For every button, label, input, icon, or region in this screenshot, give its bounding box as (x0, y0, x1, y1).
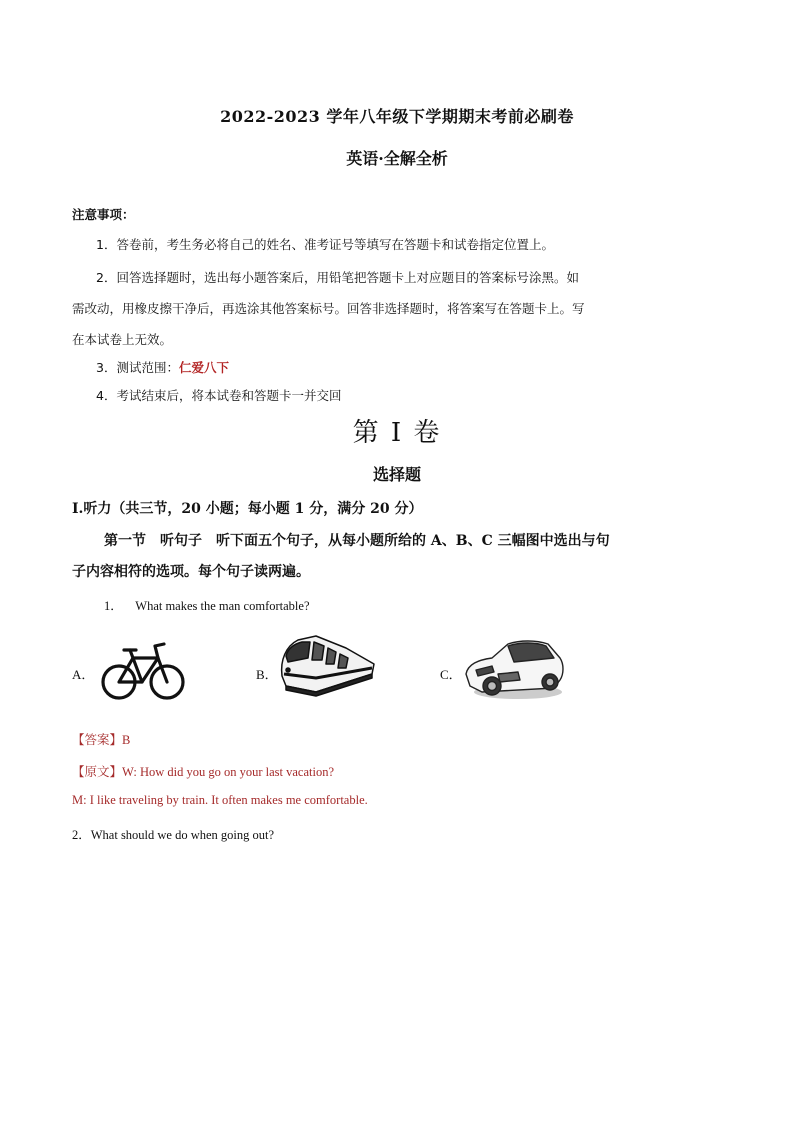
test-scope: 仁爱八下 (178, 360, 229, 375)
notice-item-2-line-2: 需改动，用橡皮擦干净后，再选涂其他答案标号。回答非选择题时，将答案写在答题卡上。写 (72, 301, 585, 316)
question-1-text: What makes the man comfortable? (135, 599, 310, 613)
train-icon (276, 634, 376, 698)
option-c-label: C． (440, 667, 462, 682)
subsection-line-1: 第一节 听句子 听下面五个句子，从每小题所给的 A、B、C 三幅图中选出与句 (104, 533, 610, 549)
question-1 (104, 596, 310, 614)
option-a-label: A． (72, 667, 95, 682)
notice-item-4: 4．考试结束后，将本试卷和答题卡一并交回 (96, 388, 342, 403)
transcript-label: 【原文】 (72, 765, 123, 779)
exam-subtitle: 英语·全解全析 (346, 149, 448, 168)
subsection-line-2: 子内容相符的选项。每个句子读两遍。 (72, 564, 310, 580)
notice-heading: 注意事项： (72, 207, 135, 222)
part-heading: Ⅰ.听力（共三节，20 小题；每小题 1 分，满分 20 分） (72, 501, 423, 517)
car-icon (462, 636, 566, 700)
notice-item-3-label: 3．测试范围： (96, 360, 179, 375)
option-b-label: B． (256, 667, 278, 682)
transcript-m: M: I like traveling by train. It often makes me comfortable. (72, 793, 368, 807)
notice-item-2-line-1: 2．回答选择题时，选出每小题答案后，用铅笔把答题卡上对应题目的答案标号涂黑。如 (96, 270, 579, 285)
transcript-w (72, 762, 334, 780)
section-heading: 选择题 (372, 465, 421, 484)
volume-heading: 第 I 卷 (352, 418, 442, 448)
transcript-w-text: W: How did you go on your last vacation? (122, 765, 335, 779)
notice-item-3 (96, 352, 696, 383)
notice-item-2-line-3: 在本试卷上无效。 (72, 332, 173, 347)
answer: 【答案】B (72, 733, 131, 747)
question-2: 2．What should we do when going out? (72, 828, 275, 842)
exam-title: 2022-2023 学年八年级下学期期末考前必刷卷 (220, 107, 574, 126)
question-1-number: 1． (104, 599, 123, 613)
notice-item-1: 1．答卷前，考生务必将自己的姓名、准考证号等填写在答题卡和试卷指定位置上。 (96, 237, 554, 252)
bicycle-icon (100, 640, 186, 702)
